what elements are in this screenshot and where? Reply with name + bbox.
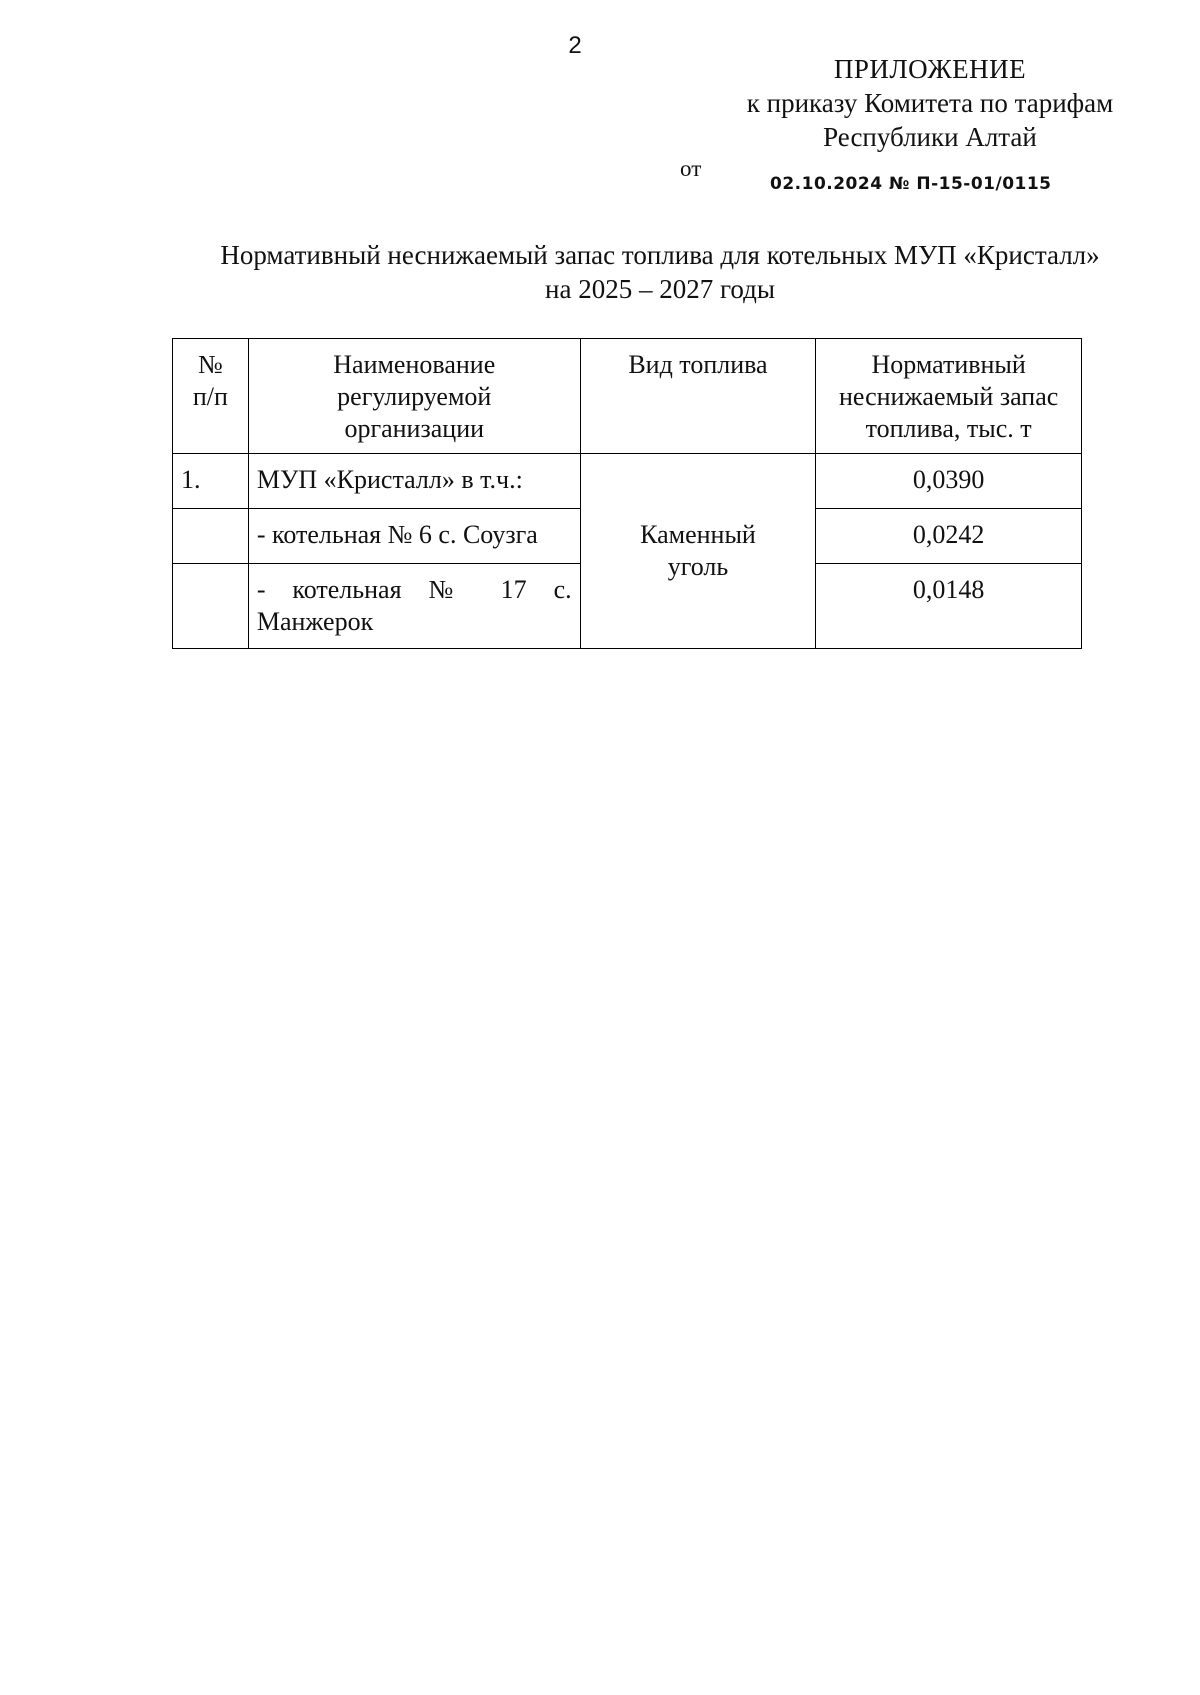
header-fuel-type-line: Вид топлива <box>628 350 768 379</box>
row-organization: - котельная № 17 с. Манжерок <box>248 564 580 649</box>
page-number: 2 <box>568 32 582 59</box>
header-norm-stock <box>816 339 1082 454</box>
header-organization-line: регулируемой <box>337 382 492 411</box>
row-number <box>173 509 249 564</box>
fuel-type-line: уголь <box>667 552 729 581</box>
header-norm-stock-line: неснижаемый запас <box>838 382 1059 411</box>
appendix-title: ПРИЛОЖЕНИЕ <box>833 54 1027 84</box>
header-norm-stock-line: Нормативный <box>871 350 1026 379</box>
header-fuel-type <box>580 339 816 454</box>
header-norm-stock-line: топлива, тыс. т <box>865 414 1032 443</box>
header-organization <box>248 339 580 454</box>
row-norm-value: 0,0390 <box>816 454 1082 509</box>
appendix-header <box>700 52 1160 154</box>
document-title-line1: Нормативный неснижаемый запас топлива для котельных МУП «Кристалл» <box>220 240 1100 270</box>
row-norm-value: 0,0148 <box>816 564 1082 649</box>
row-organization: - котельная № 6 с. Соузга <box>248 509 580 564</box>
header-number-line: № <box>198 350 223 379</box>
fuel-type-line: Каменный <box>640 520 756 549</box>
table-row <box>173 454 1082 509</box>
header-organization-line: организации <box>344 414 485 443</box>
header-number-line: п/п <box>192 382 228 411</box>
table-header-row <box>173 339 1082 454</box>
document-title-line2: на 2025 – 2027 годы <box>545 274 775 304</box>
row-number: 1. <box>173 454 249 509</box>
row-organization: МУП «Кристалл» в т.ч.: <box>248 454 580 509</box>
fuel-stock-table <box>172 338 1082 649</box>
document-title <box>170 238 1150 306</box>
appendix-order-line: к приказу Комитета по тарифам <box>746 88 1114 118</box>
header-number <box>173 339 249 454</box>
row-norm-value: 0,0242 <box>816 509 1082 564</box>
date-from-label: от <box>680 156 702 181</box>
row-number <box>173 564 249 649</box>
appendix-committee-line: Республики Алтай <box>823 122 1037 152</box>
order-date-number: 02.10.2024 № П-15-01/0115 <box>770 174 1052 194</box>
fuel-type-cell <box>580 454 816 649</box>
header-organization-line: Наименование <box>333 350 496 379</box>
